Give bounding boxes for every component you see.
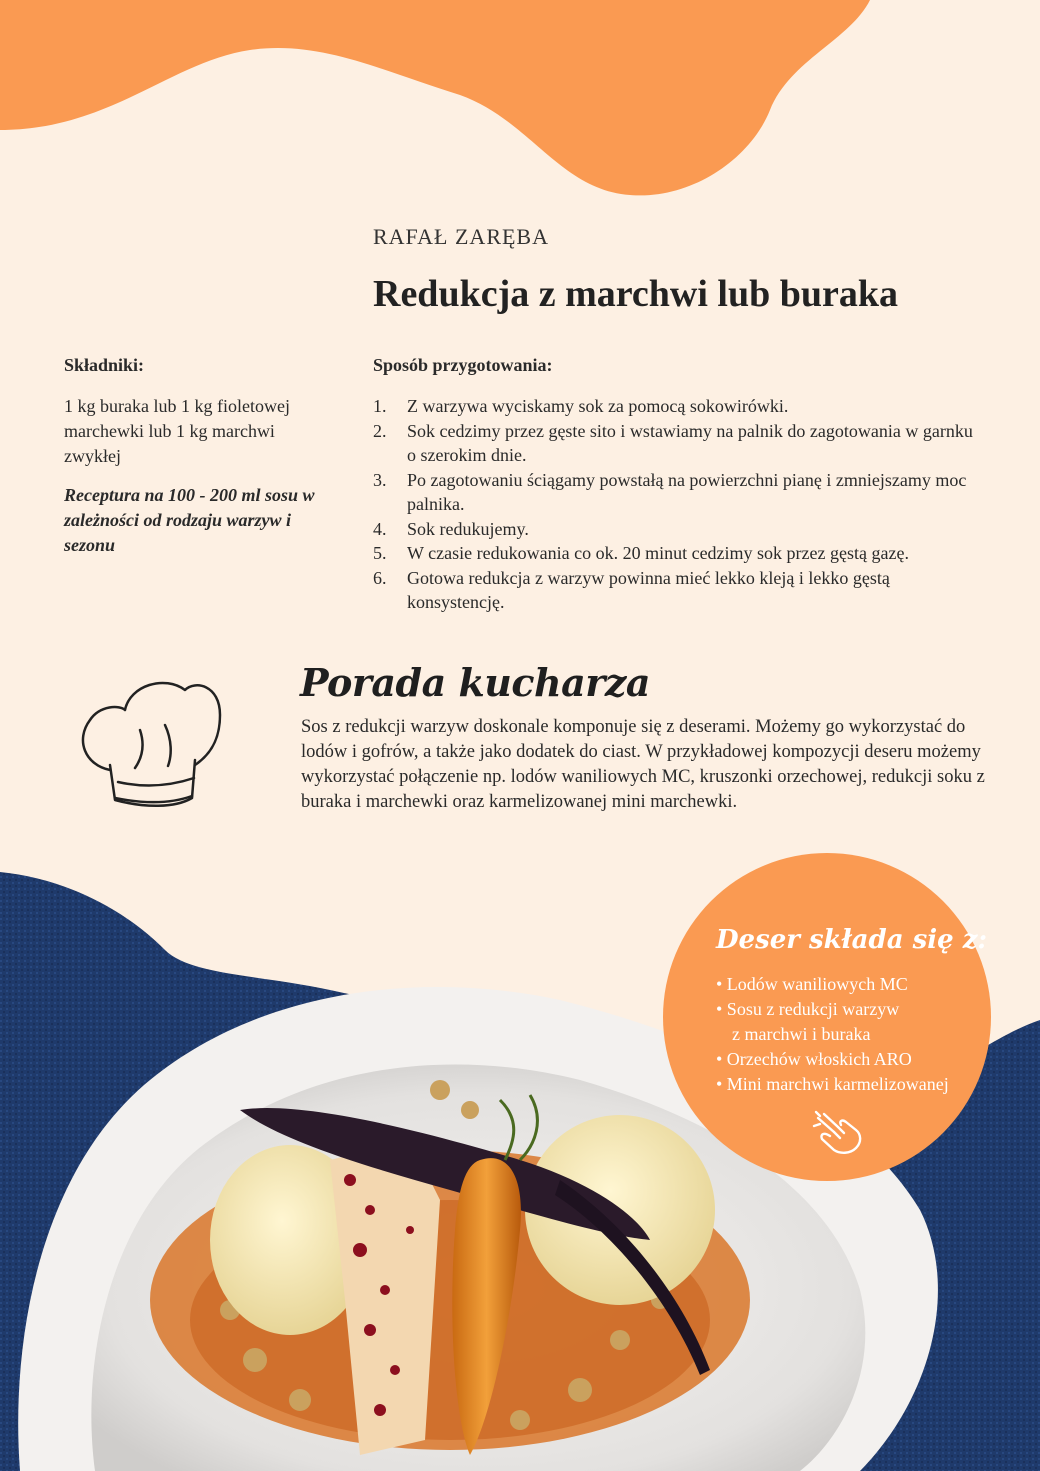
step-number: 6. bbox=[373, 567, 387, 588]
preparation-steps bbox=[373, 394, 973, 615]
tip-title: Porada kucharza bbox=[300, 660, 651, 705]
ingredients-heading: Składniki: bbox=[64, 355, 145, 375]
step-text: Z warzywa wyciskamy sok za pomocą sokowirówki. bbox=[407, 396, 789, 416]
ingredients-text: 1 kg buraka lub 1 kg fioletowej marchewki lub 1 kg marchwi zwykłej bbox=[64, 396, 290, 466]
dessert-title: Deser składa się z: bbox=[716, 925, 988, 955]
chef-hat-icon bbox=[70, 670, 230, 815]
step-text: Sok cedzimy przez gęste sito i wstawiamy na palnik do zagotowania w garnku o szerokim dnie. bbox=[407, 420, 973, 465]
list-item: • Orzechów włoskich ARO bbox=[716, 1049, 912, 1069]
author-name: RAFAŁ ZARĘBA bbox=[373, 224, 549, 249]
ingredients-note: Receptura na 100 - 200 ml sosu w zależności od rodzaju warzyw i sezonu bbox=[64, 485, 315, 555]
step-text: Po zagotowaniu ściągamy powstałą na powierzchni pianę i zmniejszamy moc palnika. bbox=[407, 469, 967, 514]
step-number: 3. bbox=[373, 469, 387, 490]
list-item bbox=[373, 419, 973, 468]
dessert-items bbox=[716, 972, 986, 1097]
step-text: W czasie redukowania co ok. 20 minut cedzimy sok przez gęstą gazę. bbox=[407, 543, 909, 563]
list-item bbox=[373, 468, 973, 517]
preparation-heading: Sposób przygotowania: bbox=[373, 355, 553, 375]
list-item bbox=[373, 517, 973, 542]
list-item: • Mini marchwi karmelizowanej bbox=[716, 1074, 949, 1094]
list-item bbox=[373, 394, 973, 419]
tip-text: Sos z redukcji warzyw doskonale komponuje się z deserami. Możemy go wykorzystać do lodów i gofrów, a także jako dodatek do ciast. W przykładowej kompozycji deseru możemy wykorzystać połączenie np. lodów waniliowych MC, kruszonki orzechowej, redukcji soku z buraka i marchewki oraz karmelizowanej mini marchewki. bbox=[301, 717, 985, 812]
step-number: 4. bbox=[373, 518, 387, 539]
step-number: 1. bbox=[373, 396, 387, 416]
list-item bbox=[373, 566, 973, 615]
list-item: • Sosu z redukcji warzyw bbox=[716, 999, 900, 1019]
list-item bbox=[373, 541, 973, 566]
list-item: z marchwi i buraka bbox=[732, 1024, 871, 1044]
step-text: Gotowa redukcja z warzyw powinna mieć lekko kleją i lekko gęstą konsystencję. bbox=[407, 567, 890, 612]
pointing-hand-icon bbox=[812, 1108, 864, 1154]
recipe-title: Redukcja z marchwi lub buraka bbox=[373, 273, 899, 315]
step-number: 2. bbox=[373, 420, 387, 441]
list-item: • Lodów waniliowych MC bbox=[716, 974, 908, 994]
step-text: Sok redukujemy. bbox=[407, 518, 529, 539]
step-number: 5. bbox=[373, 543, 387, 563]
